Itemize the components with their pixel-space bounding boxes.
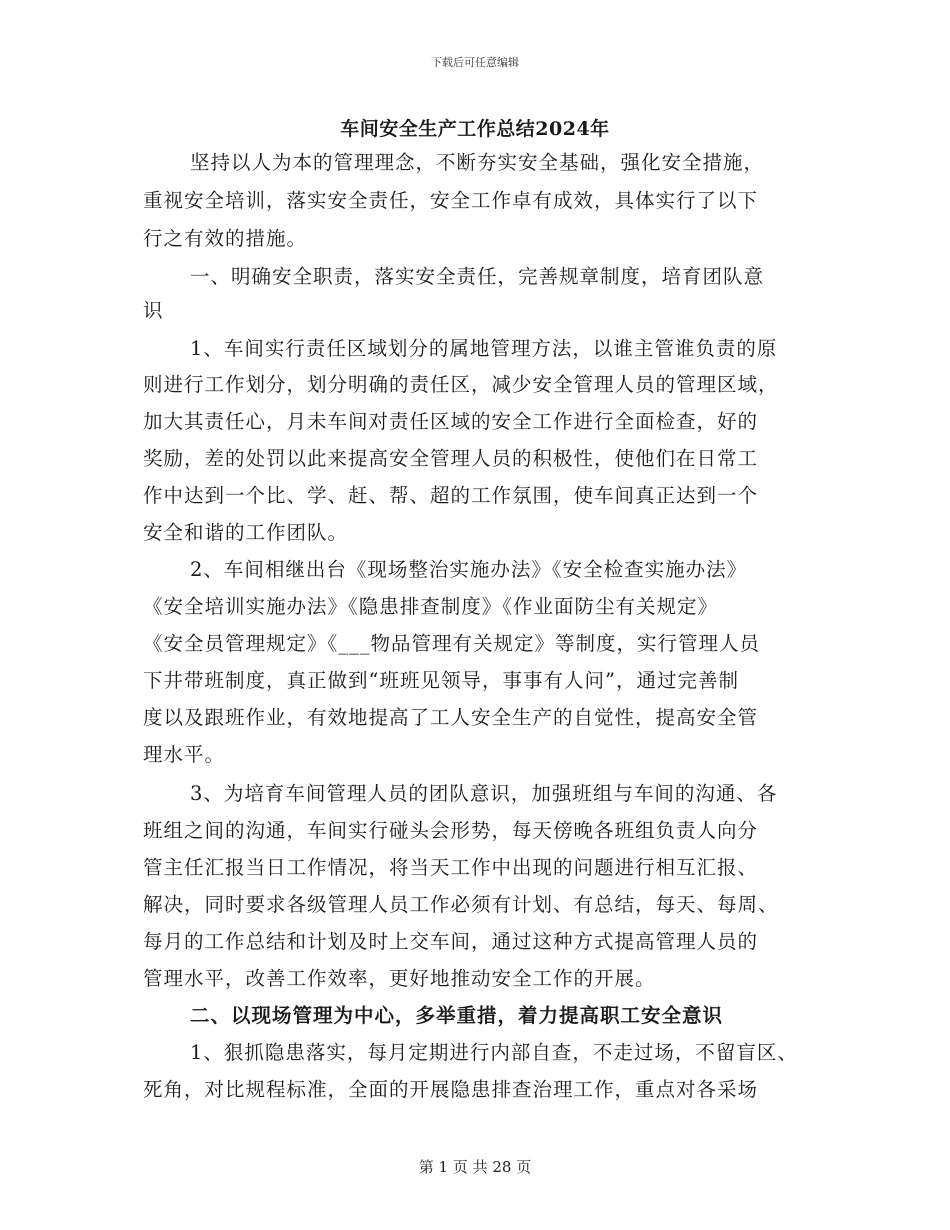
body-line: 《安全员管理规定》《___物品管理有关规定》等制度，实行管理人员 xyxy=(143,632,761,655)
body-line: 每月的工作总结和计划及时上交车间，通过这种方式提高管理人员的 xyxy=(143,930,759,953)
body-line: 理水平。 xyxy=(143,743,226,766)
body-line: 重视安全培训，落实安全责任，安全工作卓有成效，具体实行了以下 xyxy=(143,189,759,212)
body-line: 1、狠抓隐患落实，每月定期进行内部自查，不走过场，不留盲区、 xyxy=(190,1041,798,1064)
body-line: 行之有效的措施。 xyxy=(143,227,308,250)
body-line: 1、车间实行责任区域划分的属地管理方法，以谁主管谁负责的原 xyxy=(190,337,778,360)
body-line: 加大其责任心，月未车间对责任区域的安全工作进行全面检查，好的 xyxy=(143,410,759,433)
page-number-footer: 第 1 页 共 28 页 xyxy=(418,1158,532,1176)
body-line: 则进行工作划分，划分明确的责任区，减少安全管理人员的管理区域， xyxy=(143,373,779,396)
body-line: 3、为培育车间管理人员的团队意识，加强班组与车间的沟通、各 xyxy=(190,782,778,805)
section-heading: 二、以现场管理为中心，多举重措，着力提高职工安全意识 xyxy=(190,1004,724,1027)
document-title: 车间安全生产工作总结2024年 xyxy=(340,118,610,140)
body-line: 管理水平，改善工作效率，更好地推动安全工作的开展。 xyxy=(143,967,656,990)
body-line: 死角，对比规程标准，全面的开展隐患排查治理工作，重点对各采场 xyxy=(143,1078,759,1101)
body-line: 2、车间相继出台《现场整治实施办法》《安全检查实施办法》 xyxy=(190,558,748,581)
body-line: 坚持以人为本的管理理念，不断夯实安全基础，强化安全措施， xyxy=(190,151,765,174)
body-line: 《安全培训实施办法》《隐患排查制度》《作业面防尘有关规定》 xyxy=(143,595,719,618)
body-line: 下井带班制度，真正做到“班班见领导，事事有人问”，通过完善制 xyxy=(143,669,739,692)
body-line: 作中达到一个比、学、赶、帮、超的工作氛围，使车间真正达到一个 xyxy=(143,484,759,507)
body-line: 一、明确安全职责，落实安全责任，完善规章制度，培育团队意 xyxy=(190,265,765,288)
body-line: 管主任汇报当日工作情况，将当天工作中出现的问题进行相互汇报、 xyxy=(143,856,759,879)
page-header-note: 下载后可任意编辑 xyxy=(431,56,519,69)
body-line: 奖励，差的处罚以此来提高安全管理人员的积极性，使他们在日常工 xyxy=(143,447,759,470)
body-line: 度以及跟班作业，有效地提高了工人安全生产的自觉性，提高安全管 xyxy=(143,706,759,729)
body-line: 班组之间的沟通，车间实行碰头会形势，每天傍晚各班组负责人向分 xyxy=(143,819,759,842)
body-line: 解决，同时要求各级管理人员工作必须有计划、有总结，每天、每周、 xyxy=(143,893,779,916)
body-line: 识 xyxy=(143,299,164,322)
body-line: 安全和谐的工作团队。 xyxy=(143,521,349,544)
